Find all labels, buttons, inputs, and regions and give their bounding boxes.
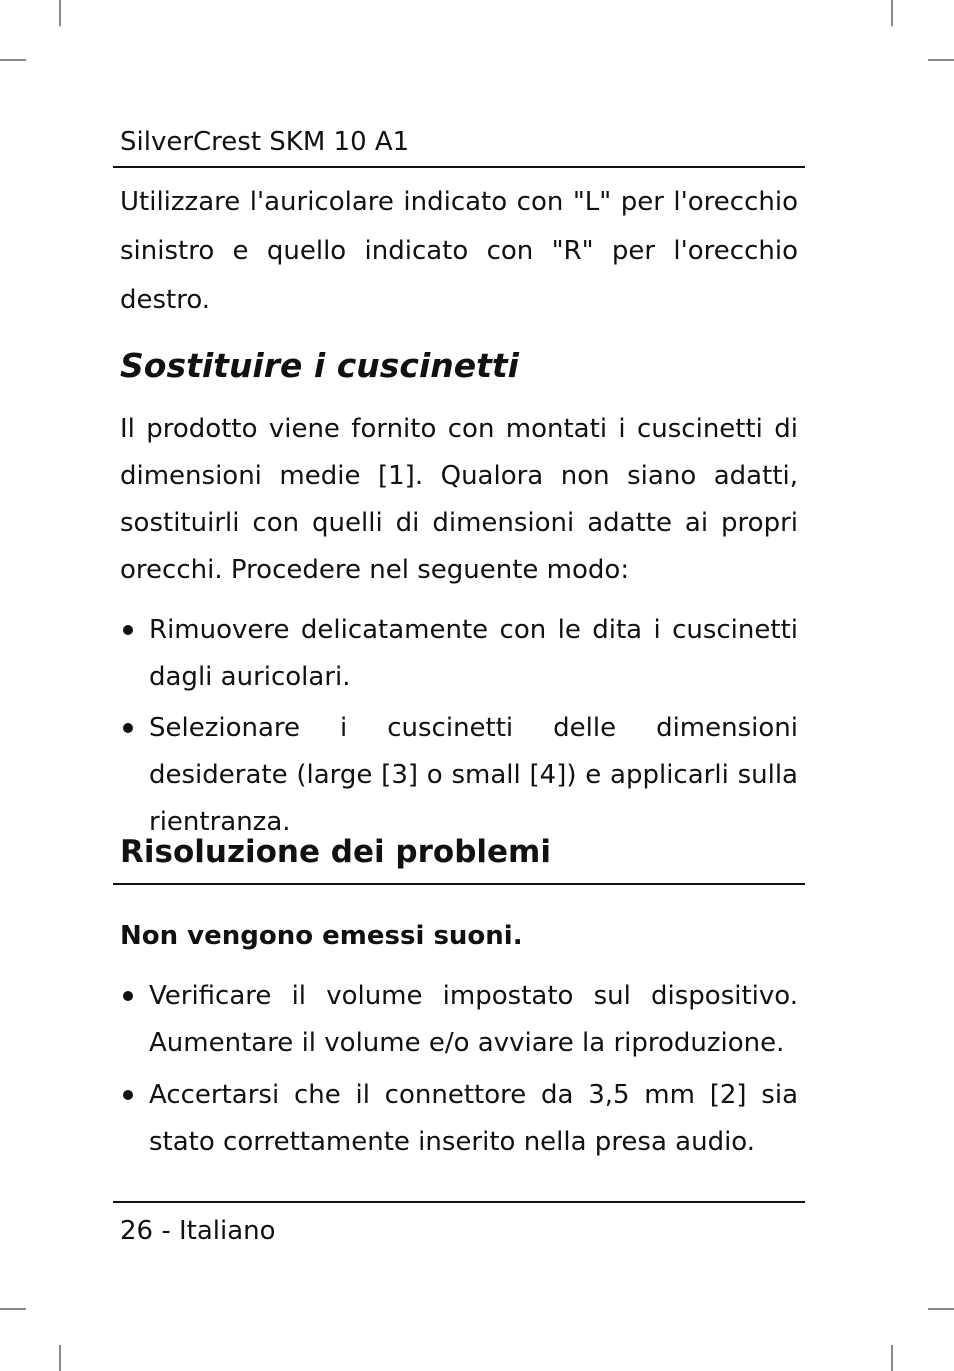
list-item-text: Rimuovere delicatamente con le dita i cuscinetti dagli auricolari. [149, 615, 798, 692]
troubleshooting-subheading: Non vengono emessi suoni. [120, 921, 523, 951]
list-item [120, 1072, 798, 1166]
crop-mark-top-right-horizontal [928, 59, 954, 61]
footer-page-label: 26 - Italiano [120, 1216, 276, 1246]
crop-mark-top-right-vertical [891, 0, 893, 26]
crop-mark-top-left-horizontal [0, 59, 26, 61]
crop-mark-bottom-left-vertical [59, 1345, 61, 1371]
section-rule [113, 883, 805, 885]
crop-mark-top-left-vertical [59, 0, 61, 26]
section-heading-troubleshooting: Risoluzione dei problemi [120, 834, 551, 870]
crop-mark-bottom-right-horizontal [928, 1308, 954, 1310]
header-title: SilverCrest SKM 10 A1 [120, 127, 410, 157]
bullet-dot-icon [123, 625, 133, 635]
list-item [120, 607, 798, 701]
header-rule [113, 166, 805, 168]
crop-mark-bottom-right-vertical [891, 1345, 893, 1371]
intro-paragraph: Utilizzare l'auricolare indicato con "L" per l'orecchio sinistro e quello indicato con "R" per l'orecchio destro. [120, 187, 798, 315]
list-item-text: Verificare il volume impostato sul dispositivo. Aumentare il volume e/o avviare la riproduzione. [149, 981, 798, 1058]
list-item [120, 705, 798, 846]
footer-rule [113, 1201, 805, 1203]
list-item-text: Selezionare i cuscinetti delle dimensioni desiderate (large [3] o small [4]) e applicarli sulla rientranza. [149, 713, 798, 837]
crop-mark-bottom-left-horizontal [0, 1308, 26, 1310]
bullet-dot-icon [123, 991, 133, 1001]
list-item [120, 973, 798, 1067]
bullet-dot-icon [123, 723, 133, 733]
list-item-text: Accertarsi che il connettore da 3,5 mm [2] sia stato correttamente inserito nella presa audio. [149, 1080, 798, 1157]
bullet-dot-icon [123, 1090, 133, 1100]
section-heading-cushions: Sostituire i cuscinetti [120, 346, 519, 385]
cushions-paragraph: Il prodotto viene fornito con montati i cuscinetti di dimensioni medie [1]. Qualora non siano adatti, sostituirli con quelli di dimensioni adatte ai propri orecchi. Procedere nel seguente modo: [120, 414, 798, 585]
